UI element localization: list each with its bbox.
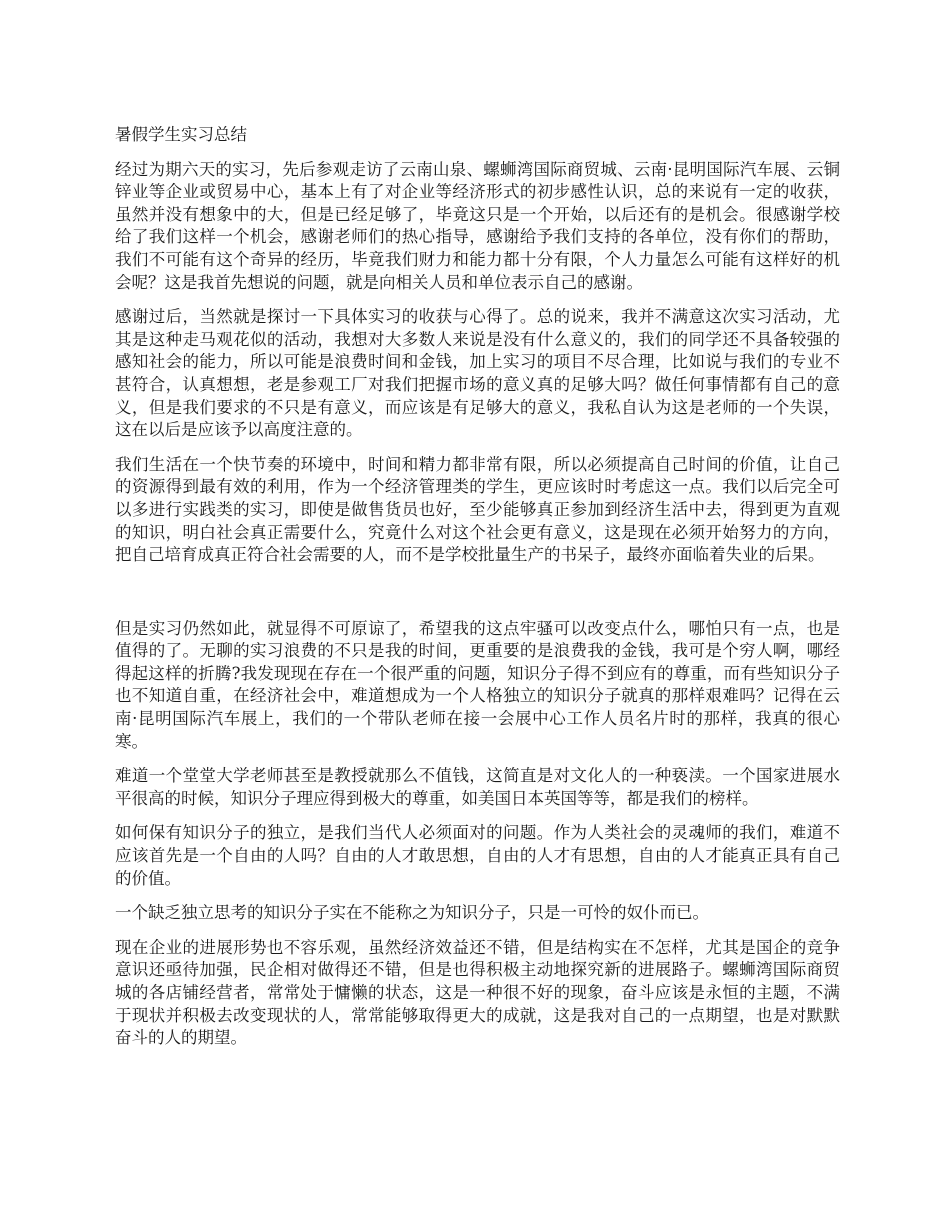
paragraph: 我们生活在一个快节奏的环境中，时间和精力都非常有限，所以必须提高自己时间的价值，让自己的资源得到最有效的利用，作为一个经济管理类的学生，更应该时时考虑这一点。我们以后完全可以多进行实践类的实习，即使是做售货员也好，至少能够真正参加到经济生活中去，得到更为直观的知识，明白社会真正需要什么，究竟什么对这个社会更有意义，这是现在必须开始努力的方向，把自己培育成真正符合社会需要的人，而不是学校批量生产的书呆子，最终亦面临着失业的后果。 — [115, 454, 840, 565]
document-title: 暑假学生实习总结 — [115, 125, 247, 144]
paragraph: 经过为期六天的实习，先后参观走访了云南山泉、螺蛳湾国际商贸城、云南·昆明国际汽车展、云铜锌业等企业或贸易中心，基本上有了对企业等经济形式的初步感性认识，总的来说有一定的收获，虽然并没有想象中的大，但是已经足够了，毕竟这只是一个开始，以后还有的是机会。很感谢学校给了我们这样一个机会，感谢老师们的热心指导，感谢给予我们支持的各单位，没有你们的帮助，我们不可能有这个奇异的经历，毕竟我们财力和能力都十分有限，个人力量怎么可能有这样好的机会呢？这是我首先想说的问题，就是向相关人员和单位表示自己的感谢。 — [115, 159, 840, 292]
paragraph-gap — [115, 579, 840, 618]
paragraph: 难道一个堂堂大学老师甚至是教授就那么不值钱，这简直是对文化人的一种亵渎。一个国家进展水平很高的时候，知识分子理应得到极大的尊重，如美国日本英国等等，都是我们的榜样。 — [115, 766, 840, 808]
paragraph: 但是实习仍然如此，就显得不可原谅了，希望我的这点牢骚可以改变点什么，哪怕只有一点，也是值得的了。无聊的实习浪费的不只是我的时间，更重要的是浪费我的金钱，我可是个穷人啊，哪经得起这样的折腾?我发现现在存在一个很严重的问题，知识分子得不到应有的尊重，而有些知识分子也不知道自重，在经济社会中，难道想成为一个人格独立的知识分子就真的那样艰难吗？记得在云南·昆明国际汽车展上，我们的一个带队老师在接一会展中心工作人员名片时的那样，我真的很心寒。 — [115, 618, 840, 751]
paragraph: 一个缺乏独立思考的知识分子实在不能称之为知识分子，只是一可怜的奴仆而已。 — [115, 903, 709, 923]
paragraph: 如何保有知识分子的独立，是我们当代人必须面对的问题。作为人类社会的灵魂师的我们，难道不应该首先是一个自由的人吗？自由的人才敢思想，自由的人才有思想，自由的人才能真正具有自己的价值。 — [115, 823, 840, 888]
document-body — [115, 124, 840, 1062]
paragraph: 感谢过后，当然就是探讨一下具体实习的收获与心得了。总的说来，我并不满意这次实习活动，尤其是这种走马观花似的活动，我想对大多数人来说是没有什么意义的，我们的同学还不具备较强的感知社会的能力，所以可能是浪费时间和金钱，加上实习的项目不尽合理，比如说与我们的专业不甚符合，认真想想，老是参观工厂对我们把握市场的意义真的足够大吗？做任何事情都有自己的意义，但是我们要求的不只是有意义，而应该是有足够大的意义，我私自认为这是老师的一个失误，这在以后是应该予以高度注意的。 — [115, 307, 840, 440]
paragraph: 现在企业的进展形势也不容乐观，虽然经济效益还不错，但是结构实在不怎样，尤其是国企的竞争意识还亟待加强，民企相对做得还不错，但是也得积极主动地探究新的进展路子。螺蛳湾国际商贸城的各店铺经营者，常常处于慵懒的状态，这是一种很不好的现象，奋斗应该是永恒的主题，不满于现状并积极去改变现状的人，常常能够取得更大的成就，这是我对自己的一点期望，也是对默默奋斗的人的期望。 — [115, 937, 840, 1048]
